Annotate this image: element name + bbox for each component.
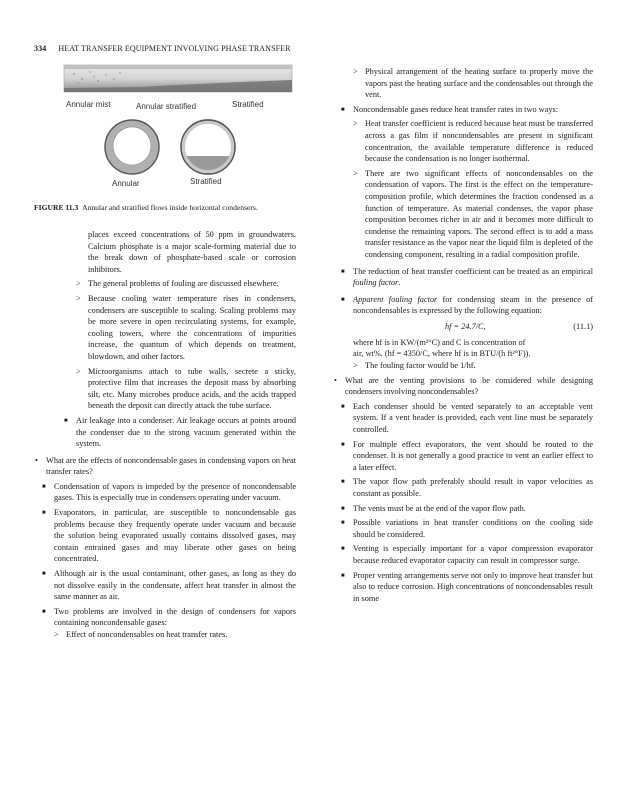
where-line-2: air, wt%. (hf = 4350/C, where hf is in BTU/(h ft²°F)). xyxy=(353,349,531,359)
bullet-venting-compression: ■ Venting is especially important for a vapor compression evaporator because reduced evaporator capacity can result in compressor surge. xyxy=(341,544,593,565)
equation-number: (11.1) xyxy=(573,321,593,331)
bullet-air-leakage: ■ Air leakage into a condenser. Air leakage occurs at points around the condenser due to the strong vacuum generated within the system. xyxy=(64,415,296,449)
equation-11-1 xyxy=(333,321,593,335)
label-annular-stratified: Annular stratified xyxy=(136,102,197,111)
sub-bullet-htc-reduced: > Heat transfer coefficient is reduced because heat must be transferred across a gas film if noncondensables are present in significant concentration, the available temperature difference is reduced because the condensation is no longer isothermal. xyxy=(353,119,593,164)
continued-paragraph: places exceed concentrations of 50 ppm in groundwaters. Calcium phosphate is a major scale-forming material due to the break down of phosphate-based scale or corrosion inhibitors. xyxy=(88,230,296,274)
annular-section-inner xyxy=(113,127,151,165)
figure-condensation-flows xyxy=(60,60,296,190)
bullet-proper-venting: ■ Proper venting arrangements serve not only to improve heat transfer but also to reduce corrosion. High concentrations of noncondensables result in some xyxy=(341,570,593,603)
label-stratified-top: Stratified xyxy=(232,100,264,109)
question-venting-provisions: • What are the venting provisions to be considered while designing condensers involving noncondensables? xyxy=(334,375,593,397)
equation-expression: hf = 24.7/C, xyxy=(445,321,486,331)
sub-bullet-fouling-reciprocal: > The fouling factor would be 1/hf. xyxy=(353,361,476,371)
bullet-reduction-htc: ■ The reduction of heat transfer coefficient can be treated as an empirical fouling factor. xyxy=(341,266,593,288)
label-stratified-bottom: Stratified xyxy=(190,177,222,186)
figure-caption xyxy=(34,203,296,213)
sub-bullet-physical-arrangement: > Physical arrangement of the heating surface to properly move the vapors past the heating surface and the condensables out through the vent. xyxy=(353,67,593,100)
question-noncondensable-effects: • What are the effects of noncondensable gases in condensing vapors on heat transfer rates? xyxy=(35,455,296,477)
figure-caption-label: FIGURE 11.3 xyxy=(34,203,79,212)
bullet-apparent-fouling-factor: ■ Apparent fouling factor for condensing steam in the presence of noncondensables is expressed by the following equation: xyxy=(341,294,594,316)
figure-caption-text: Annular and stratified flows inside horizontal condensers. xyxy=(82,203,258,212)
bullet-vapor-flow-path: ■ The vapor flow path preferably should result in vapor velocities as constant as possible. xyxy=(341,477,593,498)
right-column xyxy=(333,66,593,604)
bullet-cooling-variations: ■ Possible variations in heat transfer conditions on the cooling side should be considered. xyxy=(341,518,593,539)
bullet-each-condenser: ■ Each condenser should be vented separately to an acceptable vent system. If a vent header is provided, each vent line must be separately controlled. xyxy=(341,401,593,435)
sub-bullet-fouling-general: > The general problems of fouling are discussed elsewhere. xyxy=(76,279,279,289)
bullet-evaporators: ■ Evaporators, in particular, are susceptible to noncondensable gas problems because they frequently operate under vacuum and because the solution being evaporated usually contains dissolved gases, may contain entrained gases and may liberate other gases on being concentrated. xyxy=(42,508,296,564)
bullet-air-contaminant: ■ Although air is the usual contaminant, other gases, as long as they do not dissolve easily in the condensate, affect heat transfer in almost the same manner as air. xyxy=(42,569,296,602)
left-column xyxy=(34,229,296,641)
label-annular-mist: Annular mist xyxy=(66,100,111,109)
tube-top-film xyxy=(64,65,292,69)
sub-bullet-microorganisms: > Microorganisms attach to tube walls, secrete a sticky, protective film that increases the deposit mass by absorbing silt, etc. Many microbes produce acids, and the acids trapped beneath the deposit can directly attack the tube surface. xyxy=(76,366,296,411)
running-header xyxy=(34,44,594,53)
bullet-two-problems: ■ Two problems are involved in the design of condensers for vapors containing noncondensable gases: xyxy=(42,606,296,628)
where-line-1: where hf is in KW/(m²°C) and C is concentration of xyxy=(353,337,526,347)
bullet-noncondensable-reduce: ■ Noncondensable gases reduce heat transfer rates in two ways: xyxy=(341,104,559,114)
page-number: 334 xyxy=(34,44,47,53)
sub-bullet-scaling: > Because cooling water temperature rises in condensers, condensers are susceptible to scaling. Scaling problems may be more severe in open recirculating systems, for example, cooling towers, where the concentrations of impurities increase, the quantum of which depends on treatment, blowdown, and other factors. xyxy=(76,293,296,361)
sub-bullet-effect-noncondensables: > Effect of noncondensables on heat transfer rates. xyxy=(54,630,228,639)
sub-bullet-two-effects: > There are two significant effects of noncondensables on the condensation of vapors. The first is the effect on the temperature-composition profile, which determines the fraction condensed as a function of temperature. As material condenses, the vapor phase composition becomes richer in air and it becomes more difficult to condense the remaining vapors. The second effect is to add a mass transfer resistance as the vapor near the liquid film is depleted of the condensing component, resulting in a radial composition profile. xyxy=(353,168,593,259)
running-title: HEAT TRANSFER EQUIPMENT INVOLVING PHASE TRANSFER xyxy=(58,44,291,53)
bullet-multiple-effect: ■ For multiple effect evaporators, the vent should be routed to the condenser. It is not generally a good practice to vent an earlier effect to a later effect. xyxy=(341,439,593,472)
label-annular: Annular xyxy=(112,179,140,188)
bullet-vents-end: ■ The vents must be at the end of the vapor flow path. xyxy=(341,503,526,513)
bullet-condensation-impeded: ■ Condensation of vapors is impeded by the presence of noncondensable gases. This is especially true in condensers operating under vacuum. xyxy=(42,481,296,503)
